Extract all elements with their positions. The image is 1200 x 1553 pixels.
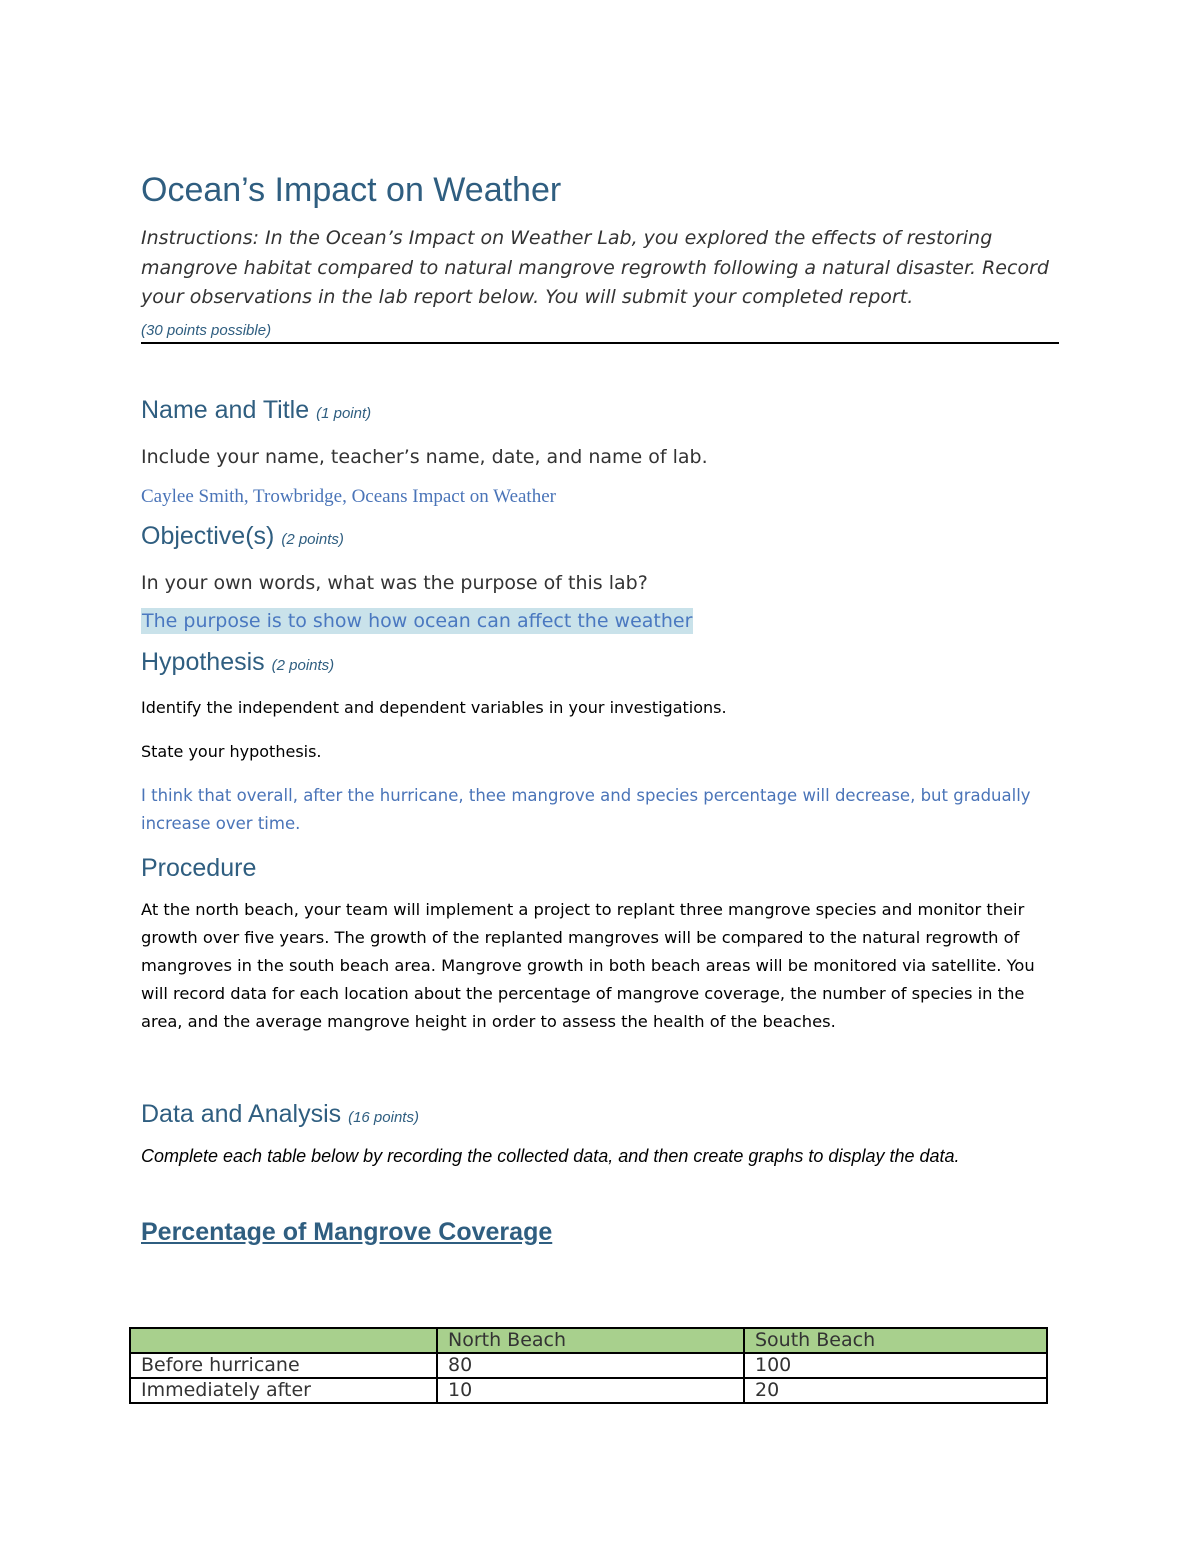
table-row-label: Before hurricane — [130, 1353, 437, 1378]
table-cell-north[interactable]: 10 — [437, 1378, 744, 1403]
name-title-heading — [141, 394, 1059, 430]
name-title-prompt: Include your name, teacher’s name, date, and name of lab. — [141, 445, 708, 468]
table-cell-south[interactable]: 20 — [744, 1378, 1047, 1403]
table-cell-north[interactable]: 80 — [437, 1353, 744, 1378]
table-header-row — [130, 1328, 1047, 1353]
hypothesis-heading-text: Hypothesis — [141, 647, 265, 676]
title-divider — [141, 342, 1059, 344]
hypothesis-heading — [141, 646, 1059, 682]
data-analysis-heading — [141, 1098, 1059, 1134]
objective-prompt: In your own words, what was the purpose of this lab? — [141, 571, 648, 594]
table-row — [130, 1353, 1047, 1378]
data-analysis-heading-text: Data and Analysis — [141, 1099, 342, 1128]
name-title-points: (1 point) — [316, 404, 372, 422]
procedure-text: At the north beach, your team will implement a project to replant three mangrove species and monitor their growth over five years. The growth of the replanted mangroves will be compared to the natural regrowth of mangroves in the south beach area. Mangrove growth in both beach areas will be monitored via satellite. You will record data for each location about the percentage of mangrove coverage, the number of species in the area, and the average mangrove height in order to assess the health of the beaches. — [141, 899, 1035, 1031]
table-header-cell: North Beach — [437, 1328, 744, 1353]
objective-points: (2 points) — [281, 530, 344, 548]
table-header-cell — [130, 1328, 437, 1353]
data-analysis-points: (16 points) — [348, 1108, 419, 1126]
hypothesis-answer[interactable]: I think that overall, after the hurricane, thee mangrove and species percentage will decrease, but gradually increase over time. — [141, 785, 1031, 833]
hypothesis-prompt-state: State your hypothesis. — [141, 741, 322, 761]
name-title-heading-text: Name and Title — [141, 395, 310, 424]
hypothesis-prompt-variables: Identify the independent and dependent variables in your investigations. — [141, 697, 727, 717]
instructions-text: Instructions: In the Ocean’s Impact on Weather Lab, you explored the effects of restoring mangrove habitat compared to natural mangrove regrowth following a natural disaster. Record your observations in the lab report below. You will submit your completed report. — [141, 227, 1049, 308]
table-row — [130, 1378, 1047, 1403]
table-header-cell: South Beach — [744, 1328, 1047, 1353]
table-cell-south[interactable]: 100 — [744, 1353, 1047, 1378]
objective-heading-text: Objective(s) — [141, 521, 275, 550]
objective-heading — [141, 520, 1059, 556]
procedure-heading: Procedure — [141, 853, 257, 882]
hypothesis-points: (2 points) — [271, 656, 335, 674]
points-possible: (30 points possible) — [141, 321, 272, 339]
name-title-answer[interactable]: Caylee Smith, Trowbridge, Oceans Impact on Weather — [141, 485, 556, 507]
data-analysis-note: Complete each table below by recording the collected data, and then create graphs to display the data. — [141, 1145, 960, 1166]
coverage-table — [129, 1327, 1048, 1404]
coverage-table-heading: Percentage of Mangrove Coverage — [141, 1217, 553, 1246]
document-page — [141, 168, 1059, 1248]
document-title: Ocean’s Impact on Weather — [141, 171, 562, 209]
table-row-label: Immediately after — [130, 1378, 437, 1403]
objective-answer[interactable]: The purpose is to show how ocean can affect the weather — [142, 609, 693, 632]
